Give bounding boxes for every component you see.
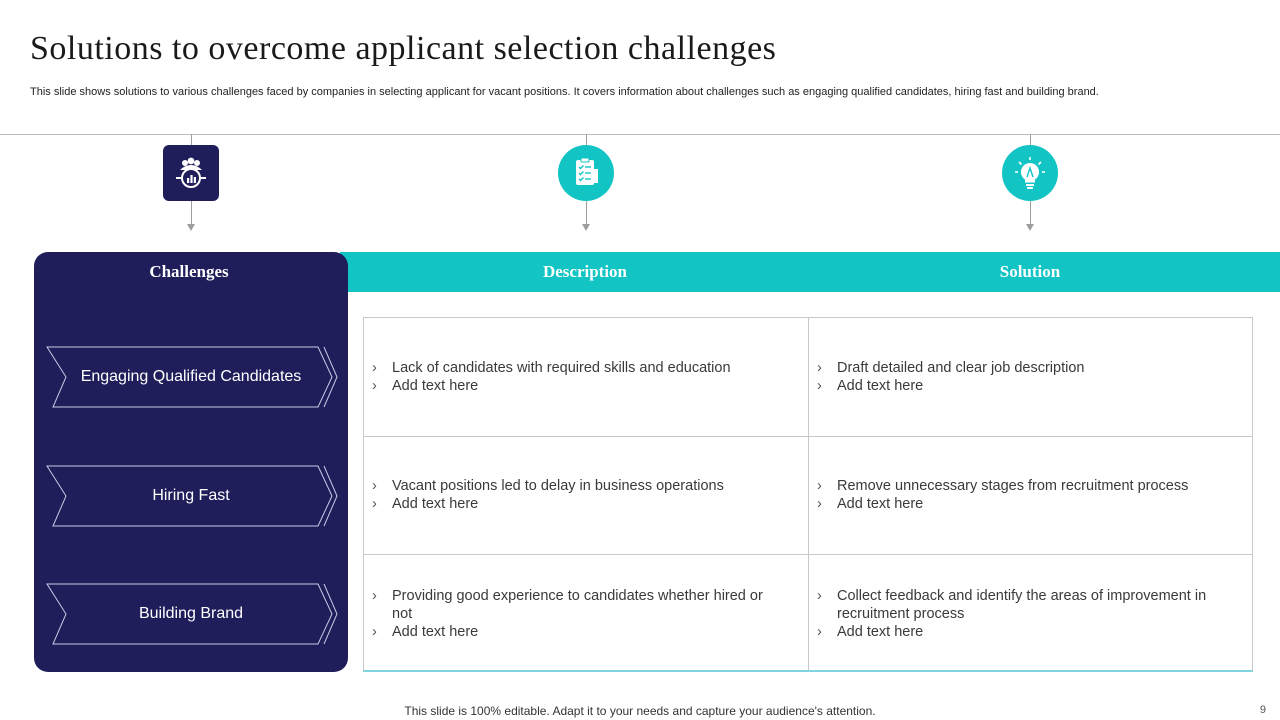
connector-line	[586, 201, 587, 225]
challenge-label: Building Brand	[138, 605, 244, 622]
team-analytics-icon	[163, 145, 219, 201]
description-cell	[372, 477, 792, 513]
slide-subtitle: This slide shows solutions to various challenges faced by companies in selecting applicant for vacant positions. It covers information about challenges such as engaging qualified candidates, hiring fast and building brand.	[30, 86, 1099, 98]
list-item: › Add text here	[372, 378, 479, 394]
arrow-down-icon	[582, 224, 590, 231]
challenge-label: Engaging Qualified Candidates	[80, 368, 302, 385]
solution-cell	[817, 587, 1227, 641]
header-challenges: Challenges	[149, 262, 229, 281]
header-description: Description	[542, 262, 628, 281]
lightbulb-icon	[1002, 145, 1058, 201]
table-divider	[808, 318, 809, 670]
table-divider	[364, 436, 1252, 437]
list-item: › Add text here	[817, 624, 924, 640]
table-divider	[364, 554, 1252, 555]
slide-footer: This slide is 100% editable. Adapt it to your needs and capture your audience's attention.	[404, 704, 876, 718]
list-item: › Vacant positions led to delay in business operations	[372, 478, 724, 494]
connector-line	[586, 134, 587, 145]
connector-line	[1030, 201, 1031, 225]
list-item: › Providing good experience to candidates whether hired or not	[372, 588, 763, 622]
arrow-down-icon	[187, 224, 195, 231]
solution-cell	[817, 359, 1237, 395]
solution-cell	[817, 477, 1237, 513]
list-item: › Add text here	[372, 496, 479, 512]
description-cell	[372, 359, 792, 395]
list-item: › Add text here	[372, 624, 479, 640]
connector-line	[191, 134, 192, 145]
list-item: › Collect feedback and identify the areas of improvement in recruitment process	[817, 588, 1207, 622]
arrow-down-icon	[1026, 224, 1034, 231]
list-item: › Remove unnecessary stages from recruitment process	[817, 478, 1189, 494]
list-item: › Draft detailed and clear job description	[817, 360, 1085, 376]
connector-line	[191, 201, 192, 225]
challenge-label: Hiring Fast	[152, 487, 230, 504]
list-item: › Add text here	[817, 378, 924, 394]
connector-line	[1030, 134, 1031, 145]
description-cell	[372, 587, 772, 641]
slide-title: Solutions to overcome applicant selection challenges	[30, 30, 777, 67]
header-solution: Solution	[999, 262, 1061, 281]
list-item: › Add text here	[817, 496, 924, 512]
checklist-icon	[558, 145, 614, 201]
list-item: › Lack of candidates with required skills and education	[372, 360, 731, 376]
header-divider	[0, 134, 1280, 135]
page-number: 9	[1259, 704, 1266, 716]
